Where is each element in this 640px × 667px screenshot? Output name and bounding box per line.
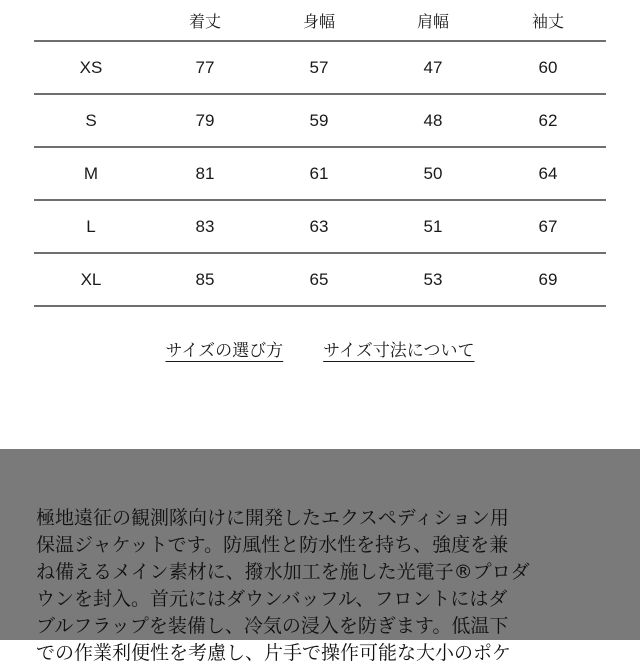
header-sleeve-length: 袖丈: [531, 11, 564, 31]
length-value: 77: [195, 57, 215, 77]
shoulder-value: 48: [423, 110, 443, 130]
size-label: M: [83, 163, 99, 183]
product-description-panel: [0, 449, 640, 664]
sleeve-value: 64: [538, 163, 558, 183]
table-row: [34, 42, 606, 95]
how-to-choose-size-link[interactable]: サイズの選び方: [165, 341, 284, 361]
width-value: 65: [309, 269, 329, 289]
size-measurement-info-link[interactable]: サイズ寸法について: [323, 341, 475, 361]
shoulder-value: 51: [423, 216, 443, 236]
shoulder-value: 47: [423, 57, 443, 77]
length-value: 79: [195, 110, 215, 130]
sleeve-value: 69: [538, 269, 558, 289]
product-description-text: 極地遠征の観測隊向けに開発したエクスペディション用 保温ジャケットです。防風性と防水性を持ち、強度を兼 ね備えるメイン素材に、撥水加工を施した光電子®プロダ ウンを封入。首元にはダウンバッフル、フロントにはダ ブルフラップを装備し、冷気の浸入を防ぎます。低温下 での作業利便性を考慮し、片手で操作可能な大小のポケ: [36, 507, 530, 664]
width-value: 61: [309, 163, 329, 183]
size-label: S: [85, 110, 97, 130]
header-shoulder-width: 肩幅: [416, 11, 449, 31]
size-label: XL: [80, 269, 102, 289]
table-row: [34, 148, 606, 201]
sleeve-value: 62: [538, 110, 558, 130]
length-value: 81: [195, 163, 215, 183]
table-row: [34, 95, 606, 148]
width-value: 59: [309, 110, 329, 130]
width-value: 57: [309, 57, 329, 77]
header-body-width: 身幅: [302, 11, 335, 31]
table-row: [34, 201, 606, 254]
table-header: [34, 0, 606, 42]
size-chart-table: [34, 0, 606, 307]
length-value: 85: [195, 269, 215, 289]
size-links: [0, 336, 640, 361]
size-label: L: [86, 216, 96, 236]
table-row: [34, 254, 606, 307]
sleeve-value: 67: [538, 216, 558, 236]
size-label: XS: [79, 57, 103, 77]
shoulder-value: 53: [423, 269, 443, 289]
shoulder-value: 50: [423, 163, 443, 183]
header-length: 着丈: [188, 11, 221, 31]
sleeve-value: 60: [538, 57, 558, 77]
length-value: 83: [195, 216, 215, 236]
width-value: 63: [309, 216, 329, 236]
